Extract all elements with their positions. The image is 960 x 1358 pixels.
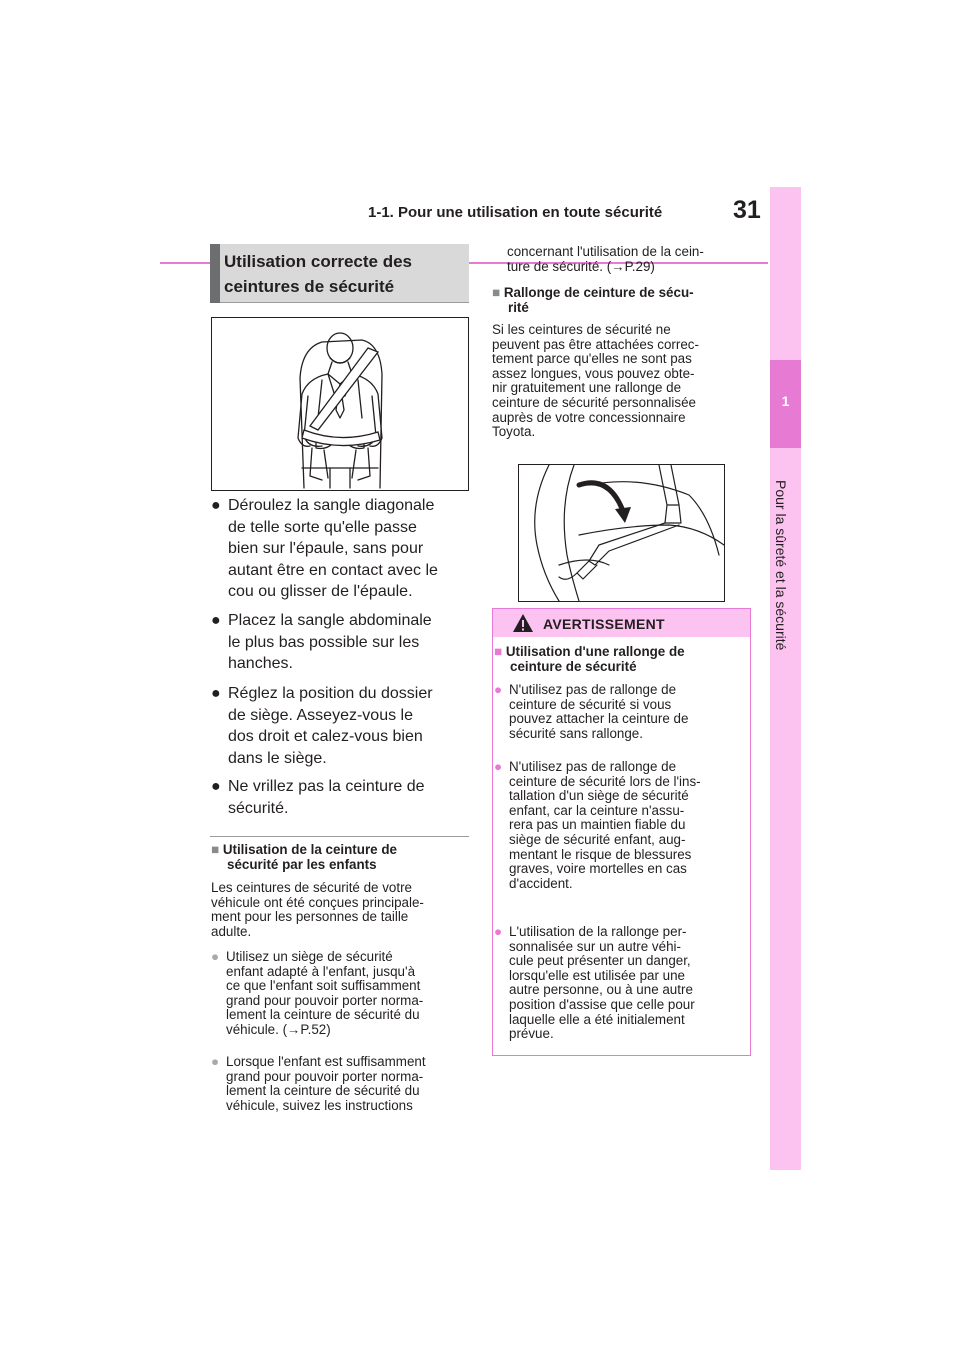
page-reference-p52[interactable]: véhicule. (→P.52) — [226, 1021, 331, 1037]
extender-heading: ■ Rallonge de ceinture de sécu- rité — [492, 285, 694, 315]
bullet-glyph: ● — [211, 1054, 220, 1069]
warning-triangle-icon — [512, 613, 534, 633]
warning-item-2: ● N'utilisez pas de rallonge de ceinture de sécurité lors de l'ins- tallation d'un siège de sécurité enfant, car la ceinture n'assu- rera pas un maintien fiable du siège de sécurité enfant, aug- mentant le risque de blessures graves, voire mortelles en cas d'accident. — [494, 759, 701, 891]
warning-title: AVERTISSEMENT — [543, 616, 665, 632]
warning-heading: ■ Utilisation d'une rallonge de ceinture de sécurité — [494, 644, 685, 674]
running-header-title: 1-1. Pour une utilisation en toute sécurité — [368, 204, 663, 221]
bullet-glyph: ● — [494, 924, 503, 939]
bullet-glyph: ● — [494, 682, 503, 697]
instruction-bullet-3: ● Réglez la position du dossier de siège. Asseyez-vous le dos droit et calez-vous bien dans le siège. — [211, 685, 433, 767]
divider — [210, 836, 469, 837]
children-item-2-continued: concernant l'utilisation de la cein- ture de sécurité. (→P.29) — [507, 245, 757, 274]
bullet-glyph: ● — [211, 949, 220, 964]
children-item-1: ● Utilisez un siège de sécurité enfant adapté à l'enfant, jusqu'à ce que l'enfant soit suffisamment grand pour pouvoir porter norma- lement la ceinture de sécurité du véhicule. (→P.52) — [211, 950, 473, 1038]
square-marker: ■ — [211, 842, 220, 857]
bullet-glyph: ● — [211, 612, 221, 629]
warning-item-3: ● L'utilisation de la rallonge per- sonnalisée sur un autre véhi- cule peut présenter un danger, lorsqu'elle est utilisée par une autre personne, ou à une autre position d'assise que celle pour laquelle elle a été initialement prévue. — [494, 924, 695, 1042]
bullet-glyph: ● — [211, 497, 221, 514]
side-thumb-strip — [770, 187, 801, 1170]
chapter-label: Pour la sûreté et la sécurité — [773, 480, 789, 651]
children-item-2: ● Lorsque l'enfant est suffisamment grand pour pouvoir porter norma- lement la ceinture de sécurité du véhicule, suivez les instructions — [211, 1054, 426, 1113]
page-reference-p29[interactable]: ture de sécurité. (→P.29) — [507, 258, 655, 274]
bullet-glyph: ● — [211, 778, 221, 795]
warning-item-1: ● N'utilisez pas de rallonge de ceinture de sécurité si vous pouvez attacher la ceinture de sécurité sans rallonge. — [494, 682, 689, 741]
belt-extender-illustration — [518, 464, 725, 602]
belt-extender-drawing — [519, 465, 724, 601]
instruction-bullet-4: ● Ne vrillez pas la ceinture de sécurité. — [211, 778, 425, 817]
children-intro: Les ceintures de sécurité de votre véhicule ont été conçues principale- ment pour les personnes de taille adulte. — [211, 880, 424, 939]
chapter-number: 1 — [781, 393, 790, 409]
square-marker: ■ — [492, 285, 501, 300]
section-heading-bar — [210, 244, 220, 303]
section-title: Utilisation correcte des ceintures de sécurité — [224, 252, 413, 296]
seatbelt-posture-illustration — [211, 317, 469, 491]
instruction-bullet-2: ● Placez la sangle abdominale le plus bas possible sur les hanches. — [211, 612, 432, 672]
seated-person-drawing — [212, 318, 468, 490]
children-heading: ■ Utilisation de la ceinture de sécurité par les enfants — [211, 842, 397, 872]
extender-body: Si les ceintures de sécurité ne peuvent pas être attachées correc- tement parce qu'elles ne sont pas assez longues, vous pouvez obte- nir gratuitement une rallonge de ceinture de sécurité personnalisée auprès de votre concessionnaire Toyota. — [492, 322, 699, 440]
bullet-glyph: ● — [211, 685, 221, 702]
bullet-glyph: ● — [494, 759, 503, 774]
instruction-bullet-1: ● Déroulez la sangle diagonale de telle sorte qu'elle passe bien sur l'épaule, sans pour autant être en contact avec le cou ou glisser de l'épaule. — [211, 497, 438, 600]
square-marker: ■ — [494, 644, 503, 659]
page-number: 31 — [733, 196, 761, 224]
